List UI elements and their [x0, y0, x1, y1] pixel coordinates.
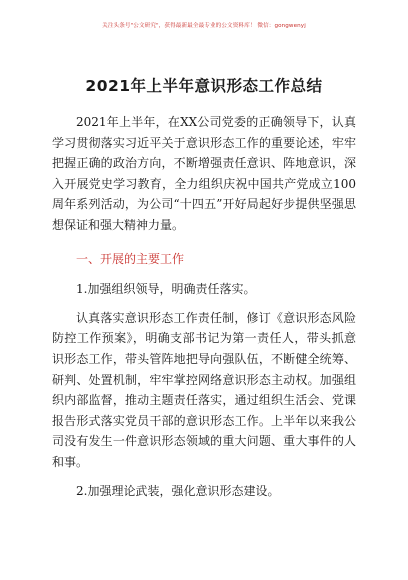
document-page	[52, 74, 356, 501]
item-heading-2: 2.加强理论武装，强化意识形态建设。	[76, 483, 280, 498]
section-heading-1: 一、开展的主要工作	[76, 251, 185, 266]
intro-paragraph: 2021年上半年，在XX公司党委的正确领导下，认真学习贯彻落实习近平关于意识形态工作的重要论述，牢牢把握正确的政治方向，不断增强责任意识、阵地意识，深入开展党史学习教育，全力组织庆祝中国共产党成立100周年系列活动，为公司“十四五”开好局起好步提供坚强思想保证和强大精神力量。	[52, 115, 356, 232]
item-heading-1: 1.加强组织领导，明确责任落实。	[76, 282, 256, 297]
document-title: 2021年上半年意识形态工作总结	[85, 77, 323, 95]
item-body-1: 认真落实意识形态工作责任制，修订《意识形态风险防控工作预案》，明确支部书记为第一责任人，带头抓意识形态工作，带头管阵地把导向强队伍，不断健全统筹、研判、处置机制，牢牢掌控网络意识形态主动权。加强组织内部监督，推动主题责任落实，通过组织生活会、党课报告形式落实党员干部的意识形态工作。上半年以来我公司没有发生一件意识形态领域的重大问题、重大事件的人和事。	[52, 310, 356, 469]
document-body	[52, 112, 356, 501]
header-banner: 关注头条号"公文研究"，获得最新最全最专业的公文资料库！ 微信：gongwenyj	[102, 23, 306, 29]
